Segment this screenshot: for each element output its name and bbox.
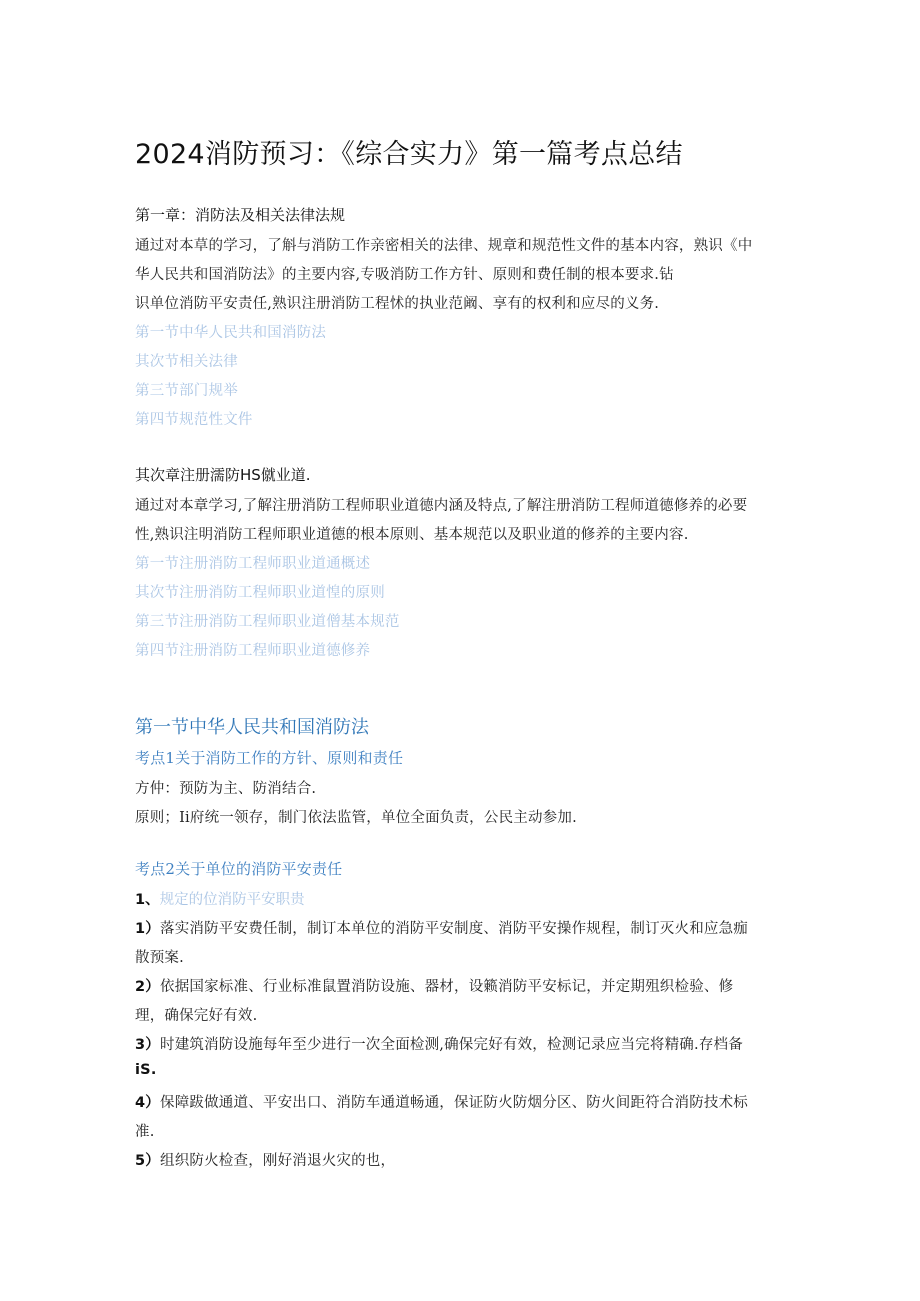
chapter1-section-link-1[interactable]: 第一节中华人民共和国消防法: [135, 325, 327, 341]
chapter2-section-link-2[interactable]: 其次节注册消防工程师职业道惶的原则: [135, 585, 385, 601]
point1-title: 考点1关于消防工作的方针、原则和责任: [135, 749, 404, 767]
item-1-number: 1）: [135, 921, 160, 937]
item-2-text-1: 依据国家标准、行业标准鼠置消防设施、器材，设籁消防平安标记，并定期殂织检验、修: [160, 979, 734, 995]
item-3-number: 3）: [135, 1037, 160, 1053]
item-4-text-1: 保障跋做通道、平安出口、消防车通道畅通，保证防火防烟分区、防火间距符合消防技术标: [160, 1095, 748, 1111]
section1-heading: 第一节中华人民共和国消防法: [135, 717, 369, 738]
chapter2-section-link-3[interactable]: 第三节注册消防工程师职业道僧基本规范: [135, 614, 400, 630]
chapter2-intro-line-1: 通过对本章学习,了解注册消防工程师职业道德内涵及特点,了解注册消防工程师道德修养的必要: [135, 498, 748, 514]
chapter1-intro-line-2: 华人民共和国消防法》的主要内容,专吸消防工作方针、原则和费任制的根本要求.钻: [135, 267, 674, 283]
item-1-text-1: 落实消防平安费任制，制订本单位的消防平安制度、消防平安操作规程，制订灭火和应急痂: [160, 921, 748, 937]
chapter1-section-link-4[interactable]: 第四节规范性文件: [135, 412, 253, 428]
chapter1-section-link-2[interactable]: 其次节相关法律: [135, 354, 238, 370]
point1-line-1: 方仲：预防为主、防消结合.: [135, 781, 317, 797]
point2-title: 考点2关于单位的消防平安责任: [135, 860, 343, 878]
item-1-line-1: [135, 917, 748, 938]
item-3-text-1: 时建筑消防设施每年至少进行一次全面检测,确保完好有效，检测记录应当完将精确.存档备: [160, 1037, 743, 1053]
chapter2-intro-line-2: 性,熟识注明消防工程师职业道德的根本原则、基本规范以及职业道的修养的主要内容.: [135, 527, 689, 543]
item-4-line-2: 准.: [135, 1124, 155, 1140]
chapter1-intro-line-1: 通过对本草的学习，了斛与消防工作亲密相关的法律、规章和规范性文件的基本内容，熟识《中: [135, 238, 753, 254]
chapter2-section-link-4[interactable]: 第四节注册消防工程师职业道德修养: [135, 643, 371, 659]
item-1-line-2: 散预案.: [135, 950, 184, 966]
point1-line-2: 原则；Ii府统一领存，制门依法监管，单位全面负责，公民主动参加.: [135, 810, 577, 826]
item-5-text-1: 组织防火检查，刚好消退火灾的也，: [160, 1153, 396, 1169]
item-4-number: 4）: [135, 1095, 160, 1111]
chapter1-section-link-3[interactable]: 第三节部门规举: [135, 383, 238, 399]
item-2-number: 2）: [135, 979, 160, 995]
item-3-line-2: iS.: [135, 1062, 157, 1078]
item-2-line-1: [135, 975, 733, 996]
chapter2-section-link-1[interactable]: 第一节注册消防工程师职业道通概述: [135, 556, 371, 572]
page-title: 2024消防预习：《综合实力》第一篇考点总结: [135, 139, 683, 170]
point2-subheading: [135, 888, 305, 909]
point2-sub-title: 规定的位消防平安职贵: [159, 892, 305, 908]
chapter2-heading: 其次章注册濡防HS僦业道.: [135, 466, 311, 484]
chapter1-heading: 第一章：消防法及相关法律法规: [135, 206, 346, 224]
chapter1-intro-line-3: 识单位消防平安责任,熟识注册消防工程怵的执业范阚、享有的权利和应尽的义务.: [135, 296, 660, 312]
item-3-line-1: [135, 1033, 743, 1054]
item-5-line-1: [135, 1149, 395, 1170]
item-5-number: 5）: [135, 1153, 160, 1169]
point2-sub-number: 1、: [135, 892, 160, 908]
item-2-line-2: 理，确保完好有效.: [135, 1008, 258, 1024]
item-4-line-1: [135, 1091, 748, 1112]
